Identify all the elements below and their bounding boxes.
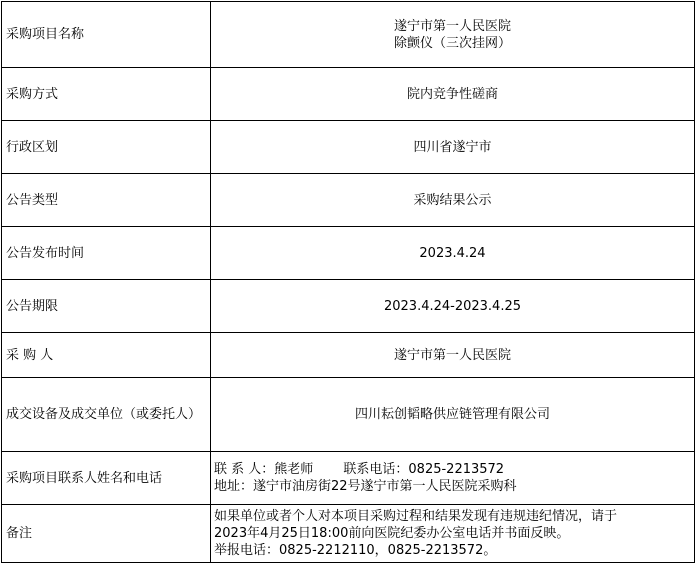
value-winning-unit bbox=[211, 378, 695, 452]
value-announcement-type bbox=[211, 174, 695, 227]
table-row bbox=[2, 174, 695, 227]
value-procurement-method bbox=[211, 68, 695, 121]
value-line: 遂宁市第一人民医院 bbox=[393, 347, 511, 363]
value-line: 2023.4.24-2023.4.25 bbox=[383, 298, 521, 314]
value-line: 2023年4月25日18:00前向医院纪委办公室电话并书面反映。 bbox=[214, 526, 570, 541]
value-admin-region bbox=[211, 121, 695, 174]
label-remarks: 备注 bbox=[2, 505, 211, 563]
value-line: 院内竞争性磋商 bbox=[406, 86, 498, 102]
value-line: 联 系 人：熊老师 联系电话：0825-2213572 bbox=[214, 462, 505, 477]
table-row bbox=[2, 333, 695, 378]
label-announcement-period: 公告期限 bbox=[2, 280, 211, 333]
table-row bbox=[2, 227, 695, 280]
table-row bbox=[2, 505, 695, 563]
table-row bbox=[2, 378, 695, 452]
value-line: 举报电话：0825-2212110，0825-2213572。 bbox=[214, 543, 497, 558]
value-publish-time bbox=[211, 227, 695, 280]
label-purchaser: 采 购 人 bbox=[2, 333, 211, 378]
label-winning-unit: 成交设备及成交单位（或委托人） bbox=[2, 378, 211, 452]
value-line: 采购结果公示 bbox=[413, 192, 492, 208]
value-purchaser bbox=[211, 333, 695, 378]
table-row bbox=[2, 68, 695, 121]
label-project-name: 采购项目名称 bbox=[2, 2, 211, 68]
value-line: 四川耘创韬略供应链管理有限公司 bbox=[354, 407, 550, 422]
value-line: 四川省遂宁市 bbox=[413, 139, 492, 155]
value-contact bbox=[211, 452, 695, 505]
procurement-info-table bbox=[1, 1, 695, 563]
label-contact: 采购项目联系人姓名和电话 bbox=[2, 452, 211, 505]
label-admin-region: 行政区划 bbox=[2, 121, 211, 174]
label-procurement-method: 采购方式 bbox=[2, 68, 211, 121]
value-line: 地址：遂宁市油房街22号遂宁市第一人民医院采购科 bbox=[214, 479, 517, 494]
value-announcement-period bbox=[211, 280, 695, 333]
table-row bbox=[2, 280, 695, 333]
value-project-name bbox=[211, 2, 695, 68]
table-row bbox=[2, 2, 695, 68]
label-publish-time: 公告发布时间 bbox=[2, 227, 211, 280]
value-line: 遂宁市第一人民医院 bbox=[393, 18, 511, 34]
value-remarks bbox=[211, 505, 695, 563]
label-announcement-type: 公告类型 bbox=[2, 174, 211, 227]
table-row bbox=[2, 452, 695, 505]
value-line: 2023.4.24 bbox=[419, 245, 486, 261]
value-line: 除颤仪（三次挂网） bbox=[393, 35, 511, 51]
table-row bbox=[2, 121, 695, 174]
value-line: 如果单位或者个人对本项目采购过程和结果发现有违规违纪情况，请于 bbox=[214, 509, 618, 524]
